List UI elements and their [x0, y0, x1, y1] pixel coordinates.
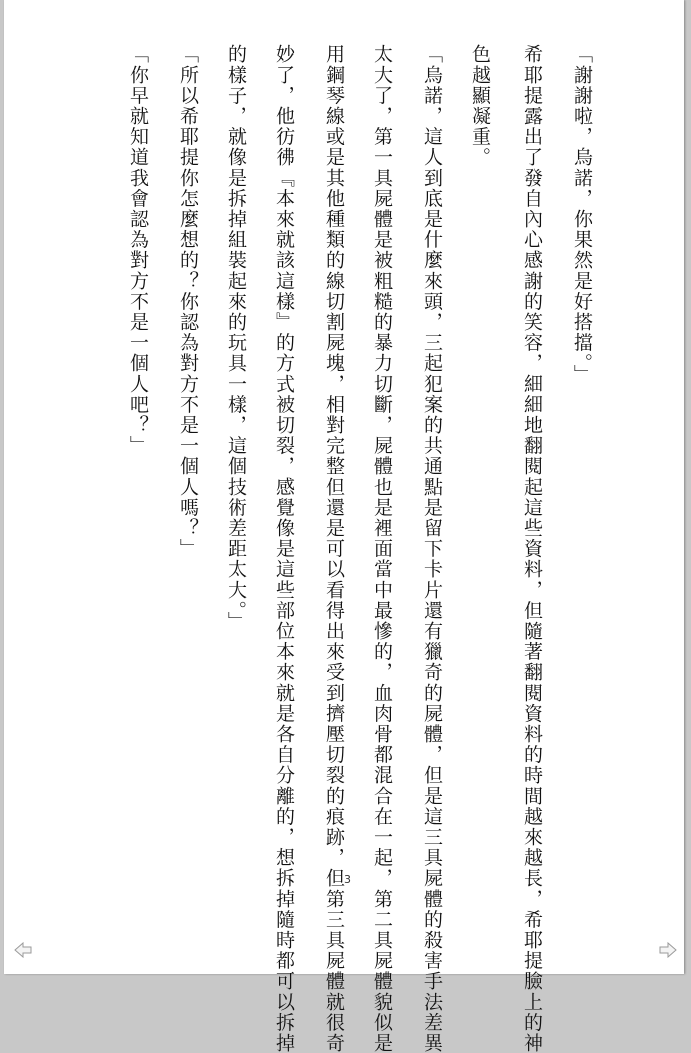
text-column-4: 「烏諾，這人到底是什麼來頭，三起犯案的共通點是留下卡片還有獵奇的屍體，但是這三具屍體的殺害手法差異	[421, 44, 443, 1053]
text-column-3: 色越顯凝重。	[469, 44, 491, 168]
text-column-8: 的樣子，就像是拆掉組裝起來的玩具一樣，這個技術差距太大。」	[225, 44, 247, 632]
text-column-1: 「謝謝啦，烏諾，你果然是好搭擋。」	[571, 44, 593, 385]
text-column-6: 用鋼琴線或是其他種類的線切割屍塊，相對完整但還是可以看得出來受到擠壓切裂的痕跡，但第三具屍體就很奇	[323, 44, 345, 1053]
text-column-2: 希耶提露出了發自內心感謝的笑容，細細地翻閱起這些資料，但隨著翻閱資料的時間越來越長，希耶提臉上的神	[521, 44, 543, 1053]
text-column-7: 妙了，他彷彿『本來就該這樣』的方式被切裂，感覺像是這些部位本來就是各自分離的，想拆掉隨時都可以拆掉	[273, 44, 295, 1053]
next-page-button[interactable]	[659, 942, 677, 958]
text-column-9: 「所以希耶提你怎麼想的？你認為對方不是一個人嗎？」	[177, 44, 199, 559]
prev-page-button[interactable]	[14, 942, 32, 958]
page-number: 3	[344, 873, 351, 886]
text-column-5: 太大了，第一具屍體是被粗糙的暴力切斷，屍體也是裡面當中最慘的，血肉骨都混合在一起，第二具屍體貌似是	[371, 44, 393, 1053]
document-page	[4, 0, 684, 1053]
arrow-left-icon	[14, 942, 32, 958]
text-column-10: 「你早就知道我會認為對方不是一個人吧？」	[127, 44, 149, 456]
arrow-right-icon	[659, 942, 677, 958]
